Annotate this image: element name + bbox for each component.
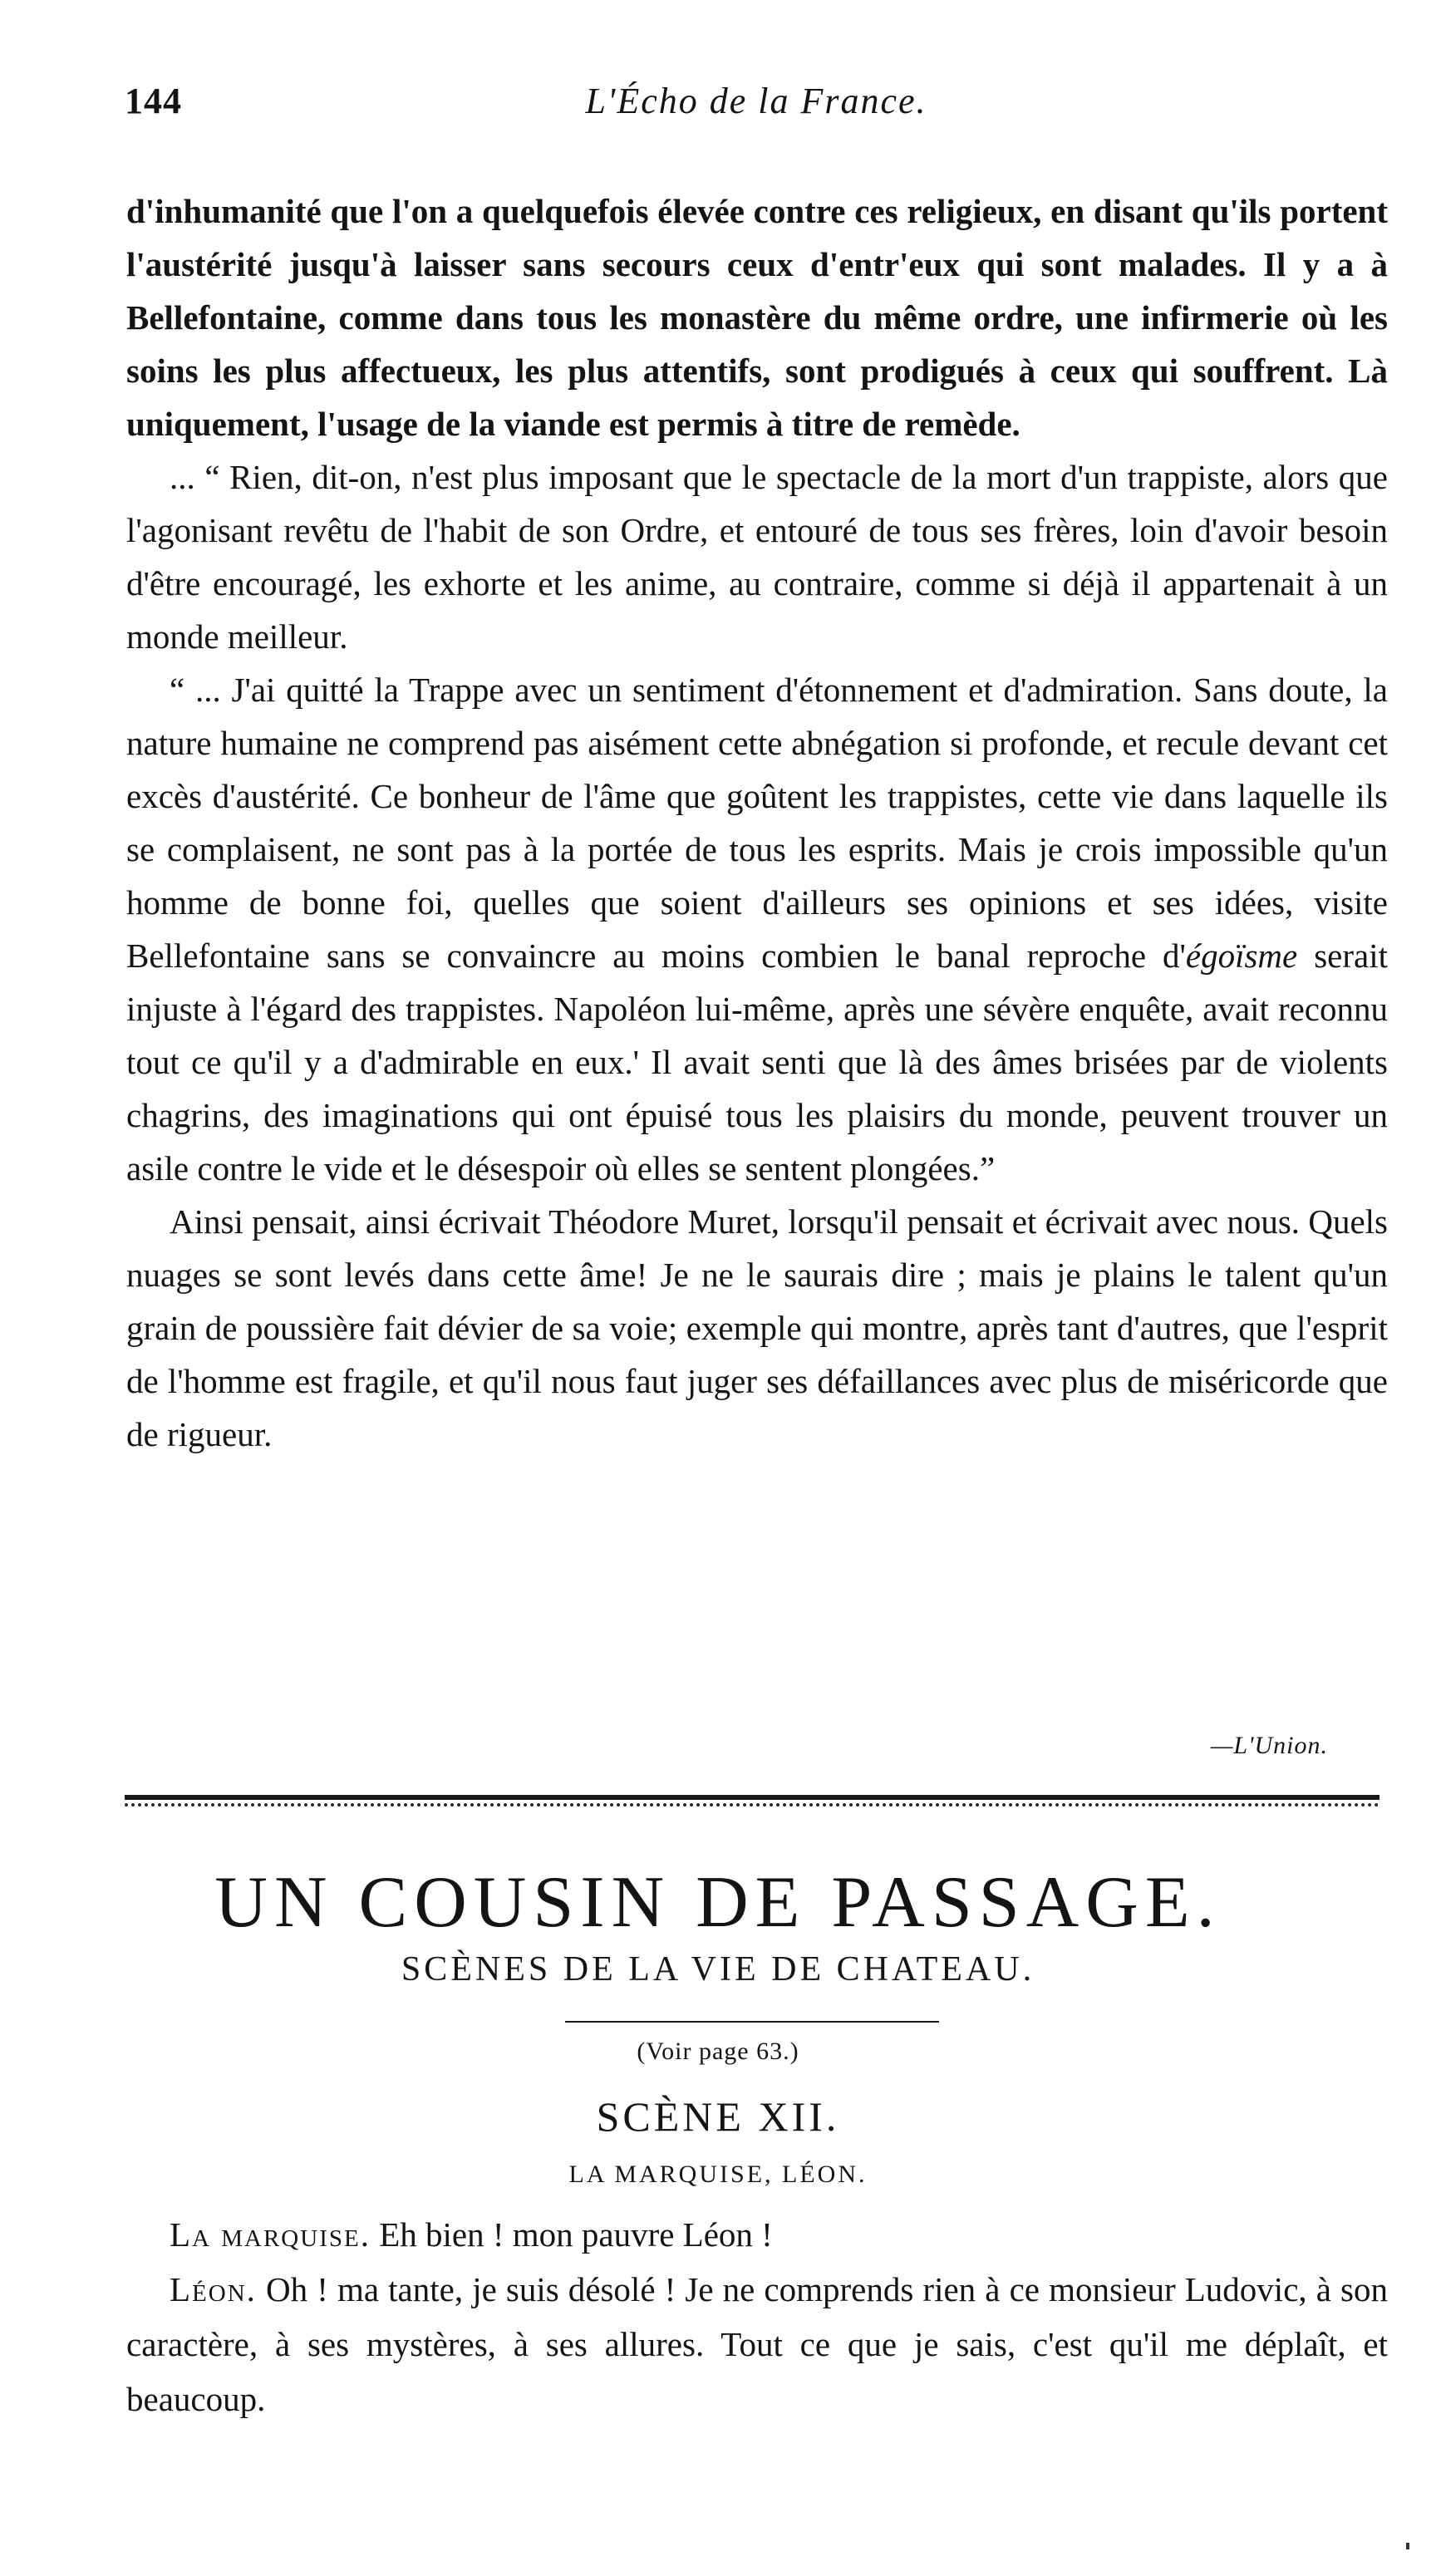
speaker-name: Léon. xyxy=(170,2270,257,2308)
section-divider xyxy=(125,1795,1379,1810)
section-divider-dotted-line xyxy=(125,1803,1379,1807)
dialogue-line xyxy=(126,2262,1388,2426)
print-speck xyxy=(1406,2543,1409,2549)
speaker-name: La marquise. xyxy=(170,2215,371,2254)
short-divider xyxy=(565,2021,939,2023)
page-number: 144 xyxy=(125,81,182,121)
page-reference-note: (Voir page 63.) xyxy=(637,2038,799,2065)
section-divider-thick-line xyxy=(125,1795,1379,1800)
running-title: L'Écho de la France. xyxy=(585,81,927,121)
article-paragraph-3-part-b: serait injuste à l'égard des trappistes. Napoléon lui-même, après une sévère enquête, avait reconnu tout ce qu'il y a d'admirable en eux.' Il avait senti que là des âmes brisées par de violents chagrins, des imaginations qui ont épuisé tous les plaisirs du monde, peuvent trouver un asile contre le vide et le désespoir où elles se sentent plongées.” xyxy=(126,937,1388,1187)
page-header xyxy=(125,80,1388,130)
article-paragraph-1: d'inhumanité que l'on a quelquefois élevée contre ces religieux, en disant qu'ils portent l'austérité jusqu'à laisser sans secours ceux d'entr'eux qui sont malades. Il y a à Bellefontaine, comme dans tous les monastère du même ordre, une infirmerie où les soins les plus affectueux, les plus attentifs, sont prodigués à ceux qui souffrent. Là uniquement, l'usage de la viande est permis à titre de remède. xyxy=(126,192,1388,443)
dialogue-text: Eh bien ! mon pauvre Léon ! xyxy=(370,2215,773,2254)
dialogue-text: Oh ! ma tante, je suis désolé ! Je ne comprends rien à ce monsieur Ludovic, à son caractère, à ses mystères, à ses allures. Tout ce que je sais, c'est qu'il me déplaît, et beaucoup. xyxy=(126,2270,1388,2418)
article-body xyxy=(126,184,1388,1461)
dialogue-line xyxy=(126,2207,1388,2262)
article-paragraph-2: ... “ Rien, dit-on, n'est plus imposant que le spectacle de la mort d'un trappiste, alors que l'agonisant revêtu de l'habit de son Ordre, et entouré de tous ses frères, loin d'avoir besoin d'être encouragé, les exhorte et les anime, au contraire, comme si déjà il appartenait à un monde meilleur. xyxy=(126,458,1388,656)
scene-characters: LA MARQUISE, LÉON. xyxy=(568,2161,868,2188)
scene-heading: SCÈNE XII. xyxy=(596,2093,840,2140)
story-title: UN COUSIN DE PASSAGE. xyxy=(214,1862,1222,1943)
article-paragraph-4: Ainsi pensait, ainsi écrivait Théodore Muret, lorsqu'il pensait et écrivait avec nous. Quels nuages se sont levés dans cette âme! Je ne le saurais dire ; mais je plains le talent qu'un grain de poussière fait dévier de sa voie; exemple qui montre, après tant d'autres, que l'esprit de l'homme est fragile, et qu'il nous faut juger ses défaillances avec plus de miséricorde que de rigueur. xyxy=(126,1202,1388,1453)
dialogue xyxy=(126,2207,1388,2426)
source-attribution: —L'Union. xyxy=(1210,1732,1328,1759)
article-paragraph-3-italic-word: égoïsme xyxy=(1185,937,1298,975)
article-paragraph-3-part-a: “ ... J'ai quitté la Trappe avec un sentiment d'étonnement et d'admiration. Sans doute, la nature humaine ne comprend pas aisément cette abnégation si profonde, et recule devant cet excès d'austérité. Ce bonheur de l'âme que goûtent les trappistes, cette vie dans laquelle ils se complaisent, ne sont pas à la portée de tous les esprits. Mais je crois impossible qu'un homme de bonne foi, quelles que soient d'ailleurs ses opinions et ses idées, visite Bellefontaine sans se convaincre au moins combien le banal reproche d' xyxy=(126,671,1388,975)
article-paragraph-3 xyxy=(126,663,1388,1195)
story-subtitle: SCÈNES DE LA VIE DE CHATEAU. xyxy=(401,1950,1035,1989)
